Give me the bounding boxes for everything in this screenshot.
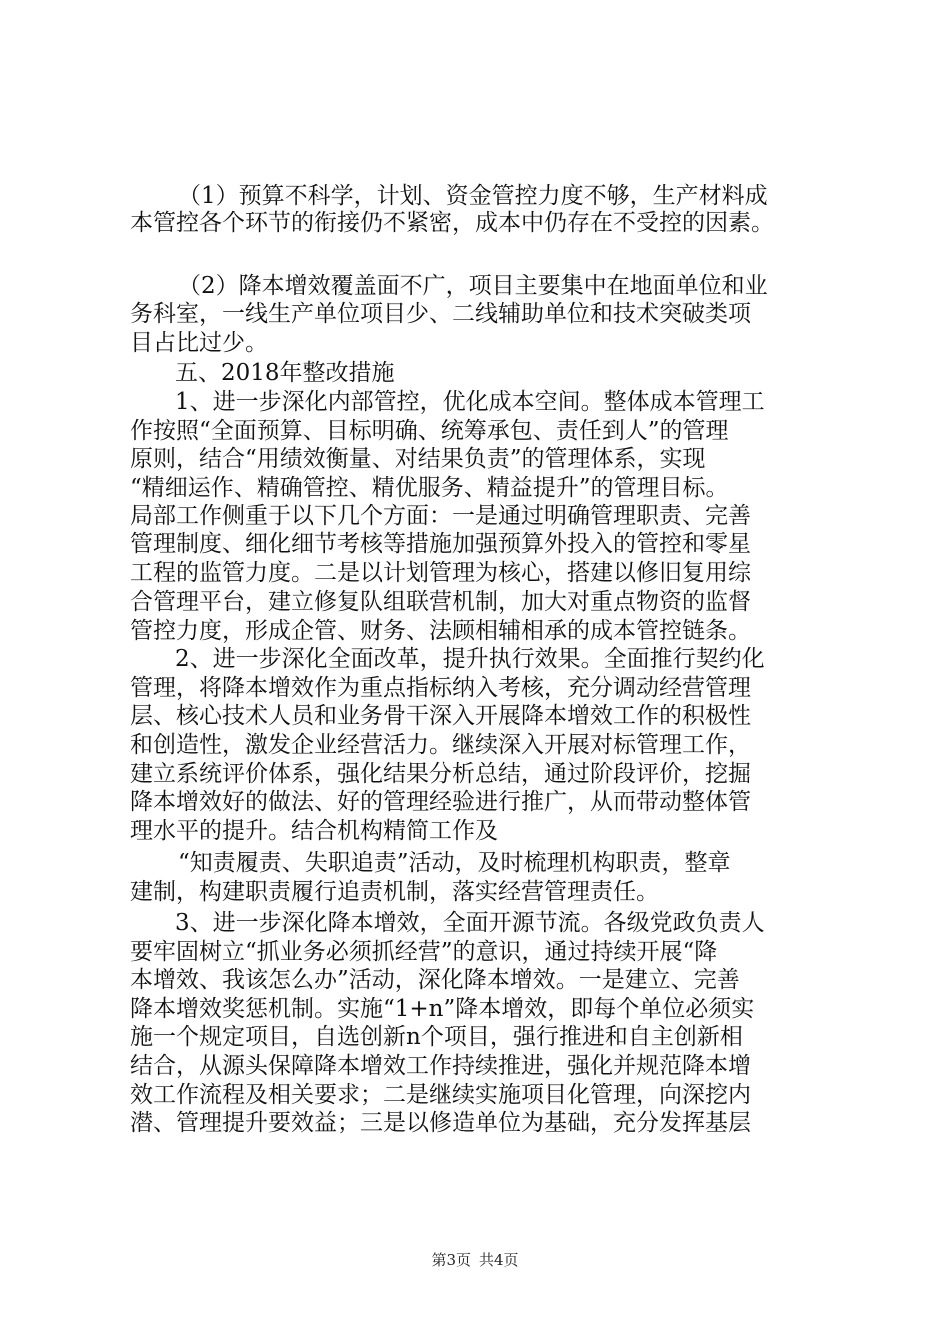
text-line: 和创造性，激发企业经营活力。继续深入开展对标管理工作， (130, 732, 751, 758)
text-line: 建立系统评价体系，强化结果分析总结，通过阶段评价，挖掘 (130, 761, 751, 787)
text-line: 施一个规定项目，自选创新n个项目，强行推进和自主创新相 (130, 1024, 743, 1050)
text-line: 降本增效奖惩机制。实施“1+n”降本增效，即每个单位必须实 (130, 996, 755, 1022)
text-line: 目占比过少。 (130, 330, 268, 356)
text-line: 3、进一步深化降本增效，全面开源节流。各级党政负责人 (175, 910, 765, 936)
text-line: 潜、管理提升要效益；三是以修造单位为基础，充分发挥基层 (130, 1110, 751, 1136)
page-number: 第3页 (431, 1251, 471, 1269)
text-line: 理水平的提升。结合机构精简工作及 (130, 818, 498, 844)
text-line: 1、进一步深化内部管控，优化成本空间。整体成本管理工 (175, 389, 765, 415)
text-line: 作按照“全面预算、目标明确、统筹承包、责任到人”的管理 (130, 418, 729, 444)
page-total: 共4页 (479, 1251, 519, 1269)
text-line: 层、核心技术人员和业务骨干深入开展降本增效工作的积极性 (130, 703, 751, 729)
text-line: 建制，构建职责履行追责机制，落实经营管理责任。 (130, 879, 659, 905)
text-line: “精细运作、精确管控、精优服务、精益提升”的管理目标。 (130, 475, 729, 501)
text-line: 管理，将降本增效作为重点指标纳入考核，充分调动经营管理 (130, 675, 751, 701)
text-line: 管控力度，形成企管、财务、法顾相辅相承的成本管控链条。 (130, 618, 751, 644)
text-line: 工程的监管力度。二是以计划管理为核心，搭建以修旧复用综 (130, 560, 751, 586)
page-footer (0, 1250, 950, 1270)
text-line: 效工作流程及相关要求；二是继续实施项目化管理，向深挖内 (130, 1082, 751, 1108)
text-line: 结合，从源头保障降本增效工作持续推进，强化并规范降本增 (130, 1053, 751, 1079)
text-line: （2）降本增效覆盖面不广，项目主要集中在地面单位和业 (178, 273, 768, 299)
text-line: 合管理平台，建立修复队组联营机制，加大对重点物资的监督 (130, 589, 751, 615)
text-line: 原则，结合“用绩效衡量、对结果负责”的管理体系，实现 (130, 446, 706, 472)
text-line: “知责履责、失职追责”活动，及时梳理机构职责，整章 (178, 850, 731, 876)
text-line: 本管控各个环节的衔接仍不紧密，成本中仍存在不受控的因素。 (130, 210, 774, 236)
text-line: 本增效、我该怎么办”活动，深化降本增效。一是建立、完善 (130, 967, 740, 993)
section-heading: 五、2018年整改措施 (175, 360, 395, 386)
text-line: 管理制度、细化细节考核等措施加强预算外投入的管控和零星 (130, 531, 751, 557)
text-line: 降本增效好的做法、好的管理经验进行推广，从而带动整体管 (130, 789, 751, 815)
text-line: 局部工作侧重于以下几个方面：一是通过明确管理职责、完善 (130, 503, 751, 529)
text-line: （1）预算不科学，计划、资金管控力度不够，生产材料成 (178, 183, 768, 209)
text-line: 务科室，一线生产单位项目少、二线辅助单位和技术突破类项 (130, 301, 751, 327)
text-line: 要牢固树立“抓业务必须抓经营”的意识，通过持续开展“降 (130, 939, 718, 965)
text-line: 2、进一步深化全面改革，提升执行效果。全面推行契约化 (175, 646, 765, 672)
